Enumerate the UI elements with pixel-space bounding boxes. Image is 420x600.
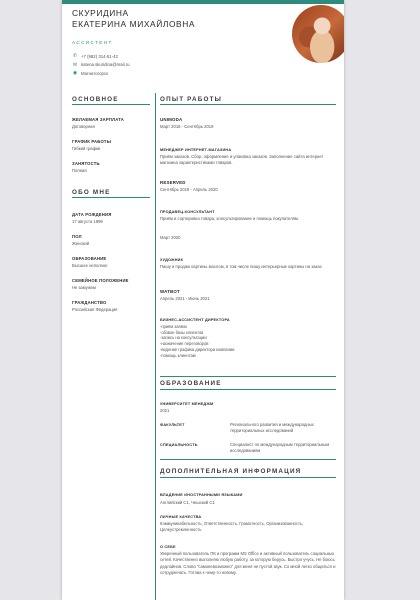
education-degree: УНИВЕРСИТЕТ МЕНЕДЖМ: [160, 402, 214, 406]
about-self-label: О СЕБЕ: [160, 545, 176, 549]
about-self-value: Уверенный пользователь ПК и программ MS Office и активный пользователь социальных сетей. Качественно выполняю любую работу, за которую берусь. Быстро учусь. Не боюсь дедлайнов. Слово "самоневозможно" для меня не пустой звук. Со мной легко общаться и сотрудничать. Готова к чему-то новому.: [160, 551, 336, 576]
job-company: UNIMODA: [160, 117, 183, 122]
profile-photo: [292, 5, 344, 63]
family-value: Не замужем: [72, 285, 96, 290]
birthdate-value: 17 августа 1999: [72, 219, 103, 224]
citizenship-value: Российская Федерация: [72, 307, 118, 312]
employment-value: Полная: [72, 168, 87, 173]
gender-value: Женский: [72, 241, 90, 246]
qualities-label: ЛИЧНЫЕ КАЧЕСТВА: [160, 515, 202, 519]
full-name: [72, 8, 195, 30]
list-item: -запись на консультации: [160, 335, 207, 341]
top-accent-bar: [62, 0, 344, 4]
schedule-label: ГРАФИК РАБОТЫ: [72, 139, 111, 144]
job-period: Март 2018 - Сентябрь 2019: [160, 124, 214, 129]
divider: [160, 389, 336, 390]
job-position: БИЗНЕС-АССИСТЕНТ ДИРЕКТОРА: [160, 318, 230, 322]
qualities-value: Коммуникабельность, Ответственность, Грамотность, Организованность, Целеустремленность: [160, 521, 304, 533]
email-text: katena.skuridina@mail.ru: [81, 62, 130, 68]
job-period: Апрель 2021 - Июнь 2021: [160, 296, 210, 301]
job-position: МЕНЕДЖЕР ИНТЕРНЕТ-МАГАЗИНА: [160, 148, 232, 152]
section-main-title: ОСНОВНОЕ: [72, 96, 119, 103]
languages-label: ВЛАДЕНИЕ ИНОСТРАННЫМИ ЯЗЫКАМИ: [160, 493, 243, 497]
salary-value: Договорная: [72, 124, 95, 129]
citizenship-label: ГРАЖДАНСТВО: [72, 300, 107, 305]
section-experience-title: ОПЫТ РАБОТЫ: [160, 96, 223, 103]
list-item: -приём заявок: [160, 324, 187, 329]
list-item: -помощь клиентам: [160, 352, 196, 358]
column-divider: [155, 93, 156, 600]
job-task-list: [160, 324, 234, 358]
specialty-label: СПЕЦИАЛЬНОСТЬ: [160, 443, 198, 447]
list-item: -назначение переговоров: [160, 341, 209, 347]
resume-sheet: [62, 0, 344, 600]
job-description: Пишу и продаю картины маслом, в том числе пишу интерьерные картины на заказ: [160, 264, 322, 269]
location-icon: ◉: [72, 70, 78, 77]
job-position: ХУДОЖНИК: [160, 258, 184, 262]
divider: [160, 477, 336, 478]
contact-email[interactable]: [72, 61, 130, 70]
divider: [72, 197, 150, 198]
section-extra-title: ДОПОЛНИТЕЛЬНАЯ ИНФОРМАЦИЯ: [160, 468, 302, 475]
languages-value: Английский С1, Чешский С1: [160, 500, 215, 505]
education-value: Высшее неполное: [72, 263, 108, 268]
divider: [160, 376, 336, 377]
section-about-title: ОБО МНЕ: [72, 189, 111, 196]
contacts-list: [72, 52, 130, 78]
phone-icon: ✆: [72, 53, 78, 60]
mail-icon: ✉: [72, 61, 78, 68]
schedule-value: Гибкий график: [72, 146, 101, 151]
location-text: Магнитогорск: [81, 70, 108, 76]
list-item: -обзвон базы клиентов: [160, 329, 204, 335]
surname: СКУРИДИНА: [72, 8, 129, 18]
phone-text: +7 (982) 314-51-42: [81, 53, 118, 59]
education-label: ОБРАЗОВАНИЕ: [72, 256, 107, 261]
given-name: ЕКАТЕРИНА МИХАЙЛОВНА: [72, 19, 196, 29]
job-period: Сентябрь 2019 - Апрель 2020: [160, 187, 218, 192]
employment-label: ЗАНЯТОСТЬ: [72, 161, 100, 166]
specialty-value: Специалист по международным территориальным исследованиям: [230, 442, 330, 453]
job-period: Март 2020: [160, 235, 181, 240]
list-item: -ведение графика директора компании: [160, 346, 235, 352]
job-description: Приём заказов. Сбор, оформление и упаковка заказов. Заполнение сайта интернет магазина характеристиками товаров.: [160, 154, 324, 166]
job-description: Приём и сортировка товара, консультирование и помощь покупателям.: [160, 216, 299, 221]
contact-location: [72, 69, 130, 78]
faculty-label: ФАКУЛЬТЕТ: [160, 423, 185, 427]
job-role: АССИСТЕНТ: [72, 40, 113, 45]
education-year: 2021: [160, 408, 170, 413]
section-education-title: ОБРАЗОВАНИЕ: [160, 380, 222, 387]
divider: [72, 104, 150, 105]
salary-label: ЖЕЛАЕМАЯ ЗАРПЛАТА: [72, 117, 124, 122]
job-position: ПРОДАВЕЦ-КОНСУЛЬТАНТ: [160, 210, 215, 214]
birthdate-label: ДАТА РОЖДЕНИЯ: [72, 212, 112, 217]
divider: [160, 104, 336, 105]
faculty-value: Регионального развития и международных территориальных исследований: [230, 422, 314, 433]
gender-label: ПОЛ: [72, 234, 82, 239]
contact-phone[interactable]: [72, 52, 130, 61]
family-label: СЕМЕЙНОЕ ПОЛОЖЕНИЕ: [72, 278, 129, 283]
divider: [160, 459, 336, 460]
job-company: RESERVED: [160, 180, 186, 185]
job-company: WATBOT: [160, 289, 180, 294]
